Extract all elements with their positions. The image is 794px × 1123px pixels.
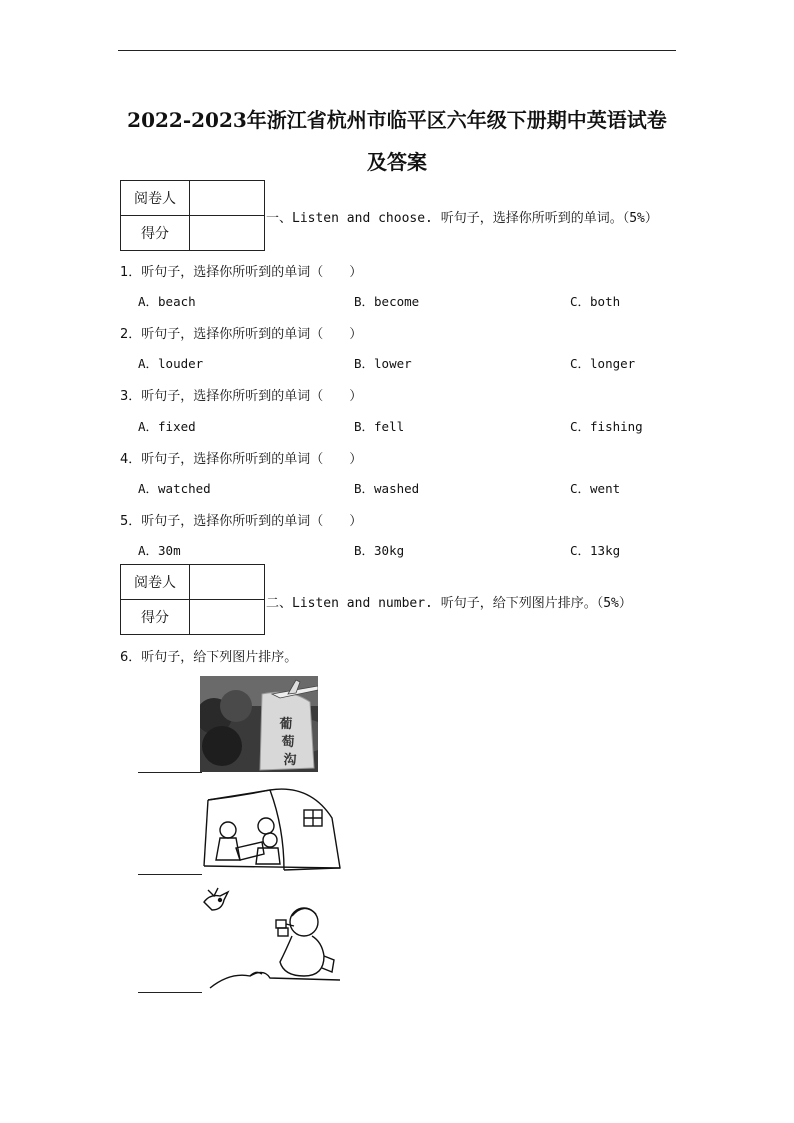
option-3b[interactable]: B．fell — [354, 419, 405, 434]
tent-kids-drawing — [200, 778, 342, 874]
option-2b[interactable]: B．lower — [354, 356, 412, 371]
header-rule — [118, 50, 676, 51]
question-1: 1．听句子，选择你所听到的单词（ ） — [120, 265, 363, 280]
score-cell[interactable] — [190, 600, 265, 635]
option-1a[interactable]: A．beach — [138, 294, 196, 309]
question-4: 4．听句子，选择你所听到的单词（ ） — [120, 452, 363, 467]
answer-blank-2[interactable] — [138, 874, 202, 875]
reviewer-cell[interactable] — [190, 181, 265, 216]
question-6: 6．听句子，给下列图片排序。 — [120, 650, 298, 665]
question-5: 5．听句子，选择你所听到的单词（ ） — [120, 514, 363, 529]
option-2c[interactable]: C．longer — [570, 356, 636, 371]
score-box-1 — [120, 180, 265, 251]
option-3a[interactable]: A．fixed — [138, 419, 196, 434]
option-1b[interactable]: B．become — [354, 294, 420, 309]
answer-blank-3[interactable] — [138, 992, 202, 993]
birdwatching-drawing — [200, 880, 342, 992]
grape-valley-photo — [200, 676, 318, 772]
score-label: 得分 — [121, 216, 190, 251]
score-box-2 — [120, 564, 265, 635]
svg-text:沟: 沟 — [283, 753, 297, 768]
answer-blank-1[interactable] — [138, 772, 202, 773]
reviewer-label: 阅卷人 — [121, 181, 190, 216]
section1-heading: 一、Listen and choose. 听句子，选择你所听到的单词。（5%） — [266, 211, 658, 226]
option-4a[interactable]: A．watched — [138, 481, 211, 496]
option-4b[interactable]: B．washed — [354, 481, 420, 496]
option-1c[interactable]: C．both — [570, 294, 621, 309]
page-title: 2022-2023年浙江省杭州市临平区六年级下册期中英语试卷 — [127, 108, 667, 132]
question-3: 3．听句子，选择你所听到的单词（ ） — [120, 389, 363, 404]
option-5c[interactable]: C．13kg — [570, 543, 621, 558]
option-2a[interactable]: A．louder — [138, 356, 204, 371]
option-5a[interactable]: A．30m — [138, 543, 181, 558]
reviewer-cell[interactable] — [190, 565, 265, 600]
section2-heading: 二、Listen and number. 听句子，给下列图片排序。（5%） — [266, 596, 632, 611]
option-5b[interactable]: B．30kg — [354, 543, 405, 558]
page-title-line2: 及答案 — [367, 150, 427, 174]
reviewer-label: 阅卷人 — [121, 565, 190, 600]
svg-text:葡: 葡 — [279, 717, 293, 732]
score-cell[interactable] — [190, 216, 265, 251]
option-4c[interactable]: C．went — [570, 481, 621, 496]
score-label: 得分 — [121, 600, 190, 635]
option-3c[interactable]: C．fishing — [570, 419, 643, 434]
svg-text:萄: 萄 — [281, 735, 295, 750]
question-2: 2．听句子，选择你所听到的单词（ ） — [120, 327, 363, 342]
